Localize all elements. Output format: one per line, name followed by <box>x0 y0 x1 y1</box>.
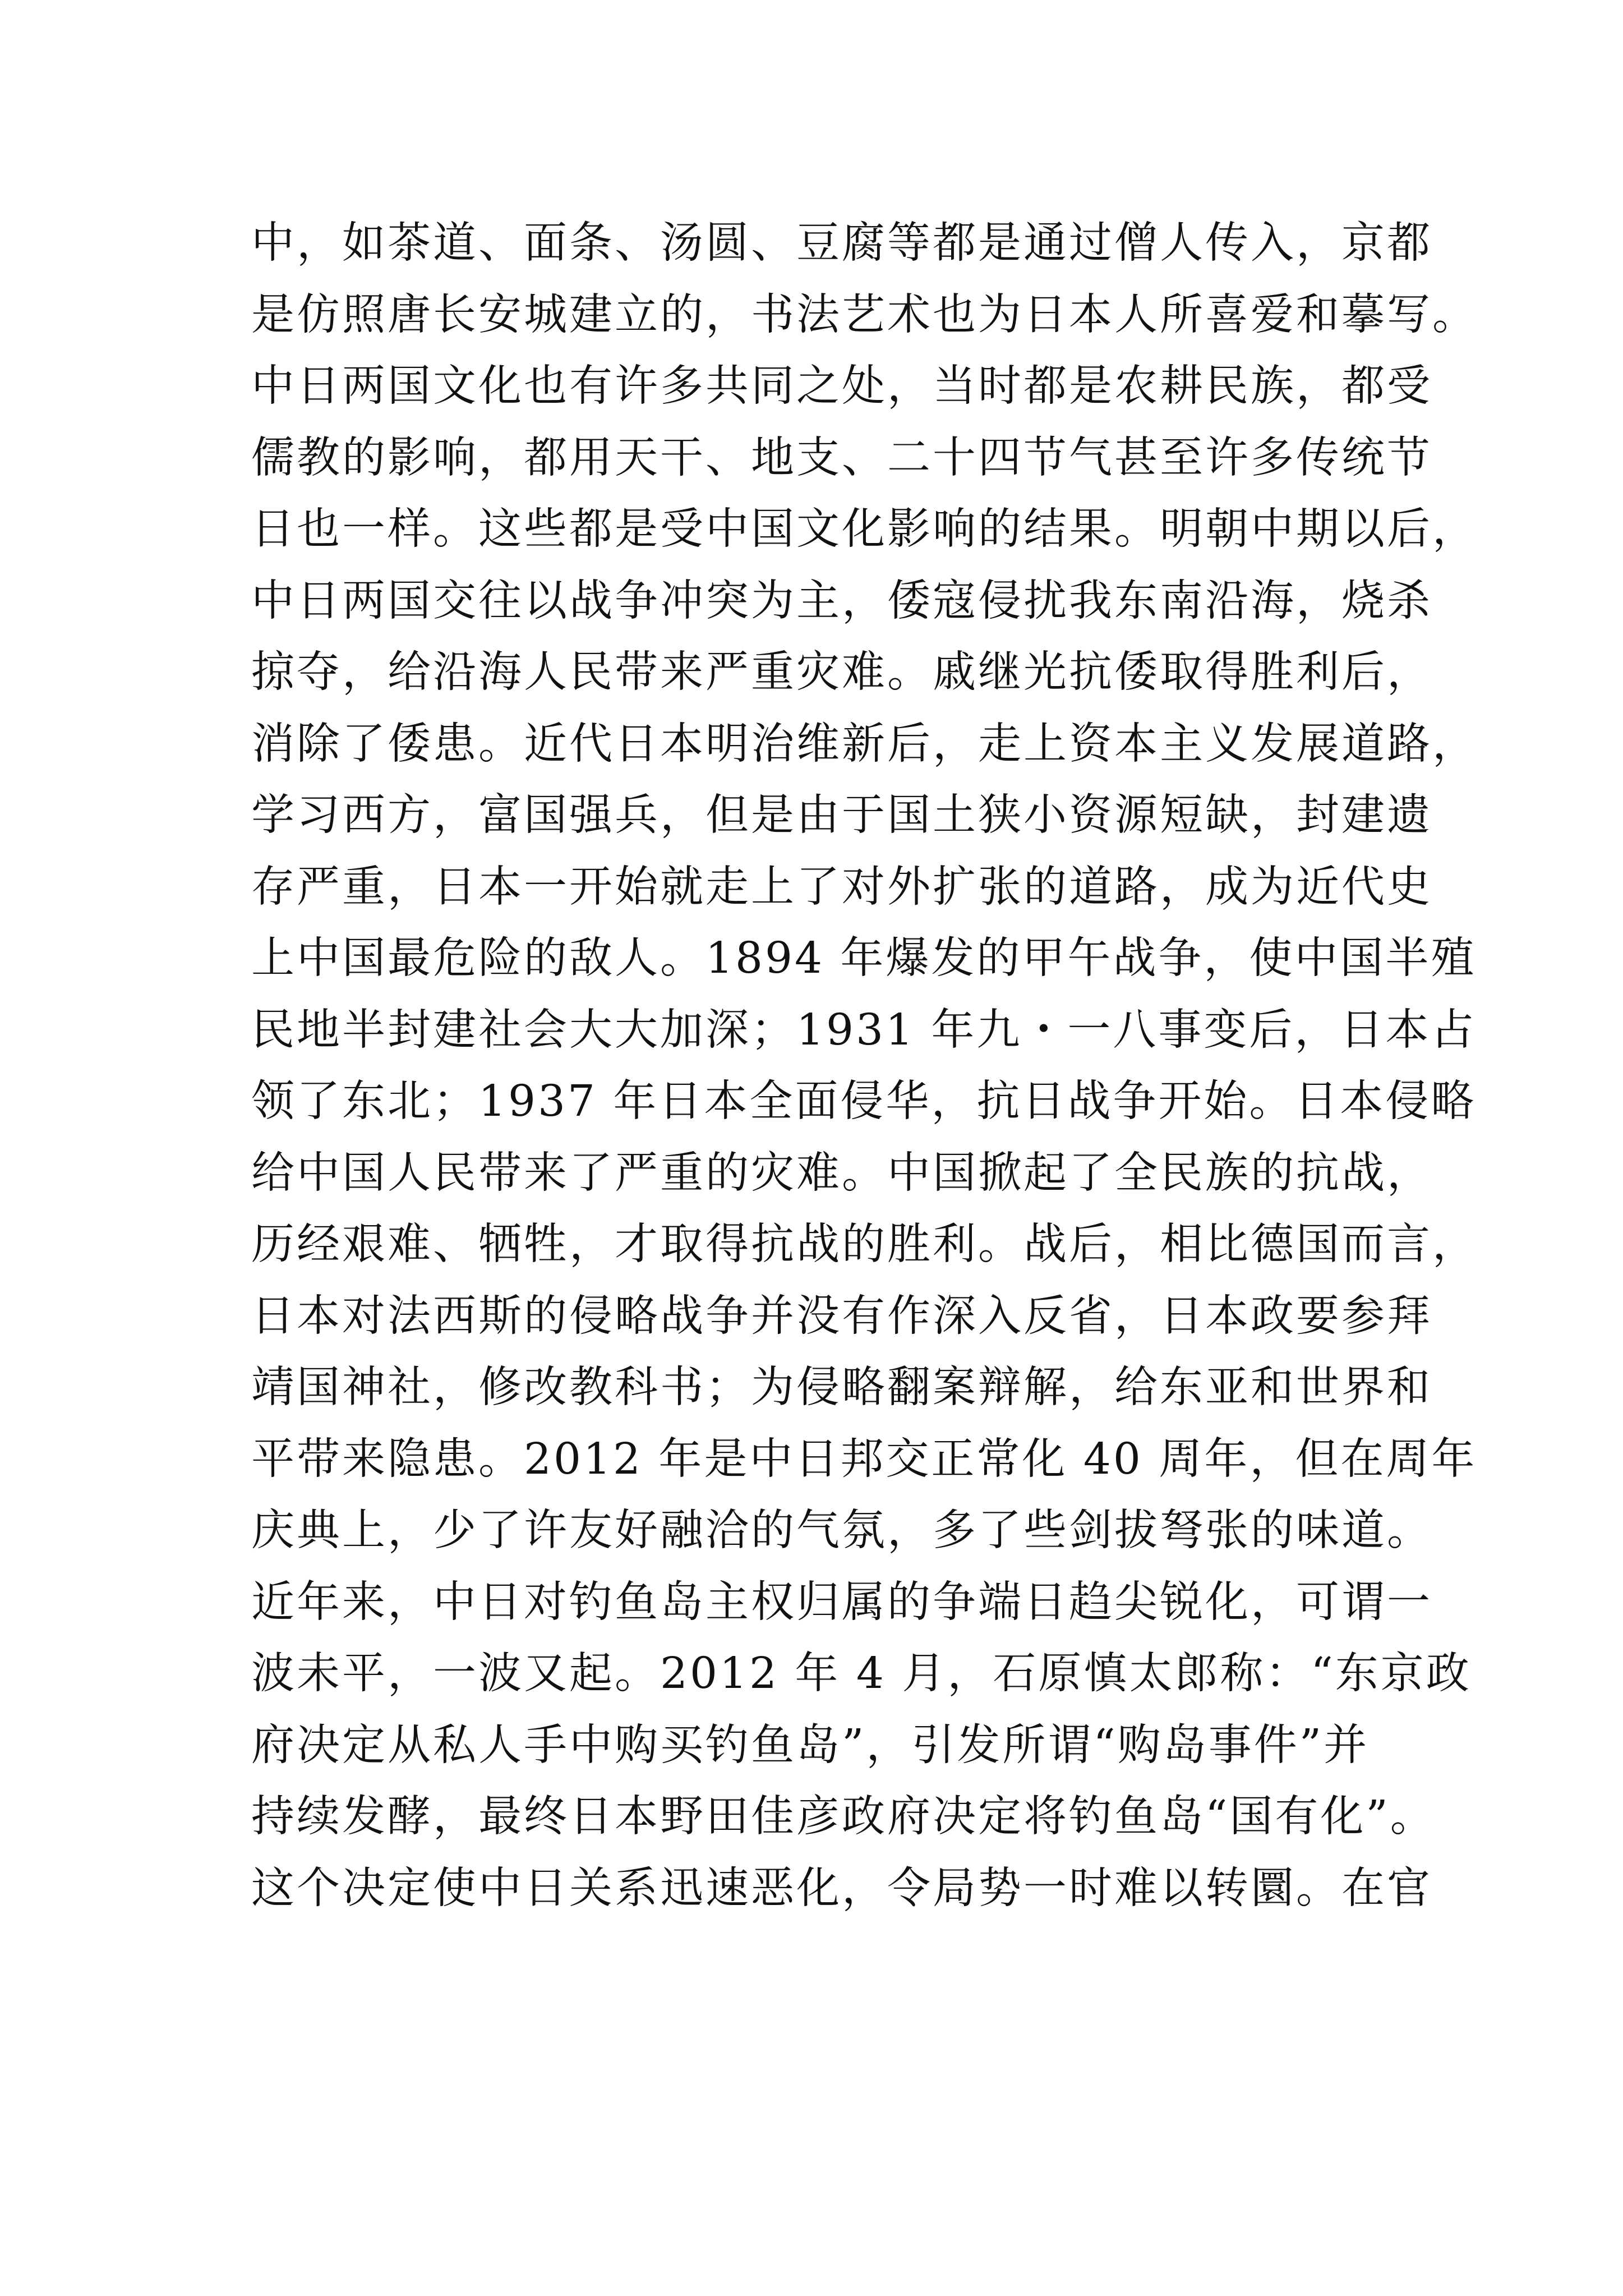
text-line: 这个决定使中日关系迅速恶化，令局势一时难以转圜。在官 <box>251 1863 1432 1913</box>
text-line: 历经艰难、牺牲，才取得抗战的胜利。战后，相比德国而言， <box>251 1220 1478 1269</box>
text-line: 近年来，中日对钓鱼岛主权归属的争端日趋尖锐化，可谓一 <box>251 1577 1432 1627</box>
text-line: 中，如茶道、面条、汤圆、豆腐等都是通过僧人传入，京都 <box>251 218 1432 268</box>
text-line: 庆典上，少了许友好融洽的气氛，多了些剑拔弩张的味道。 <box>251 1506 1432 1556</box>
text-line: 平带来隐患。2012 年是中日邦交正常化 40 周年，但在周年 <box>251 1434 1477 1484</box>
text-line: 中日两国交往以战争冲突为主，倭寇侵扰我东南沿海，烧杀 <box>251 576 1432 626</box>
text-line: 消除了倭患。近代日本明治维新后，走上资本主义发展道路， <box>251 719 1478 769</box>
text-line: 学习西方，富国强兵，但是由于国土狭小资源短缺，封建遗 <box>251 790 1432 840</box>
text-line: 靖国神社，修改教科书；为侵略翻案辩解，给东亚和世界和 <box>251 1363 1432 1412</box>
text-line: 日本对法西斯的侵略战争并没有作深入反省，日本政要参拜 <box>251 1291 1432 1341</box>
text-line: 上中国最危险的敌人。1894 年爆发的甲午战争，使中国半殖 <box>251 933 1477 983</box>
text-line: 给中国人民带来了严重的灾难。中国掀起了全民族的抗战， <box>251 1148 1432 1198</box>
body-text <box>251 208 1478 1924</box>
text-line: 儒教的影响，都用天干、地支、二十四节气甚至许多传统节 <box>251 432 1432 483</box>
text-line: 波未平，一波又起。2012 年 4 月，石原慎太郎称：“东京政 <box>251 1649 1472 1699</box>
text-line: 存严重，日本一开始就走上了对外扩张的道路，成为近代史 <box>251 862 1432 912</box>
text-line: 是仿照唐长安城建立的，书法艺术也为日本人所喜爱和摹写。 <box>251 289 1478 340</box>
text-line: 持续发酵，最终日本野田佳彦政府决定将钓鱼岛“国有化”。 <box>251 1792 1436 1842</box>
text-line: 府决定从私人手中购买钓鱼岛”，引发所谓“购岛事件”并 <box>251 1720 1370 1770</box>
text-line: 领了东北；1937 年日本全面侵华，抗日战争开始。日本侵略 <box>251 1076 1477 1126</box>
text-line: 掠夺，给沿海人民带来严重灾难。戚继光抗倭取得胜利后， <box>251 647 1432 697</box>
text-line: 日也一样。这些都是受中国文化影响的结果。明朝中期以后， <box>251 504 1478 554</box>
text-line: 中日两国文化也有许多共同之处，当时都是农耕民族，都受 <box>251 361 1432 411</box>
text-line: 民地半封建社会大大加深；1931 年九・一八事变后，日本占 <box>251 1005 1477 1055</box>
